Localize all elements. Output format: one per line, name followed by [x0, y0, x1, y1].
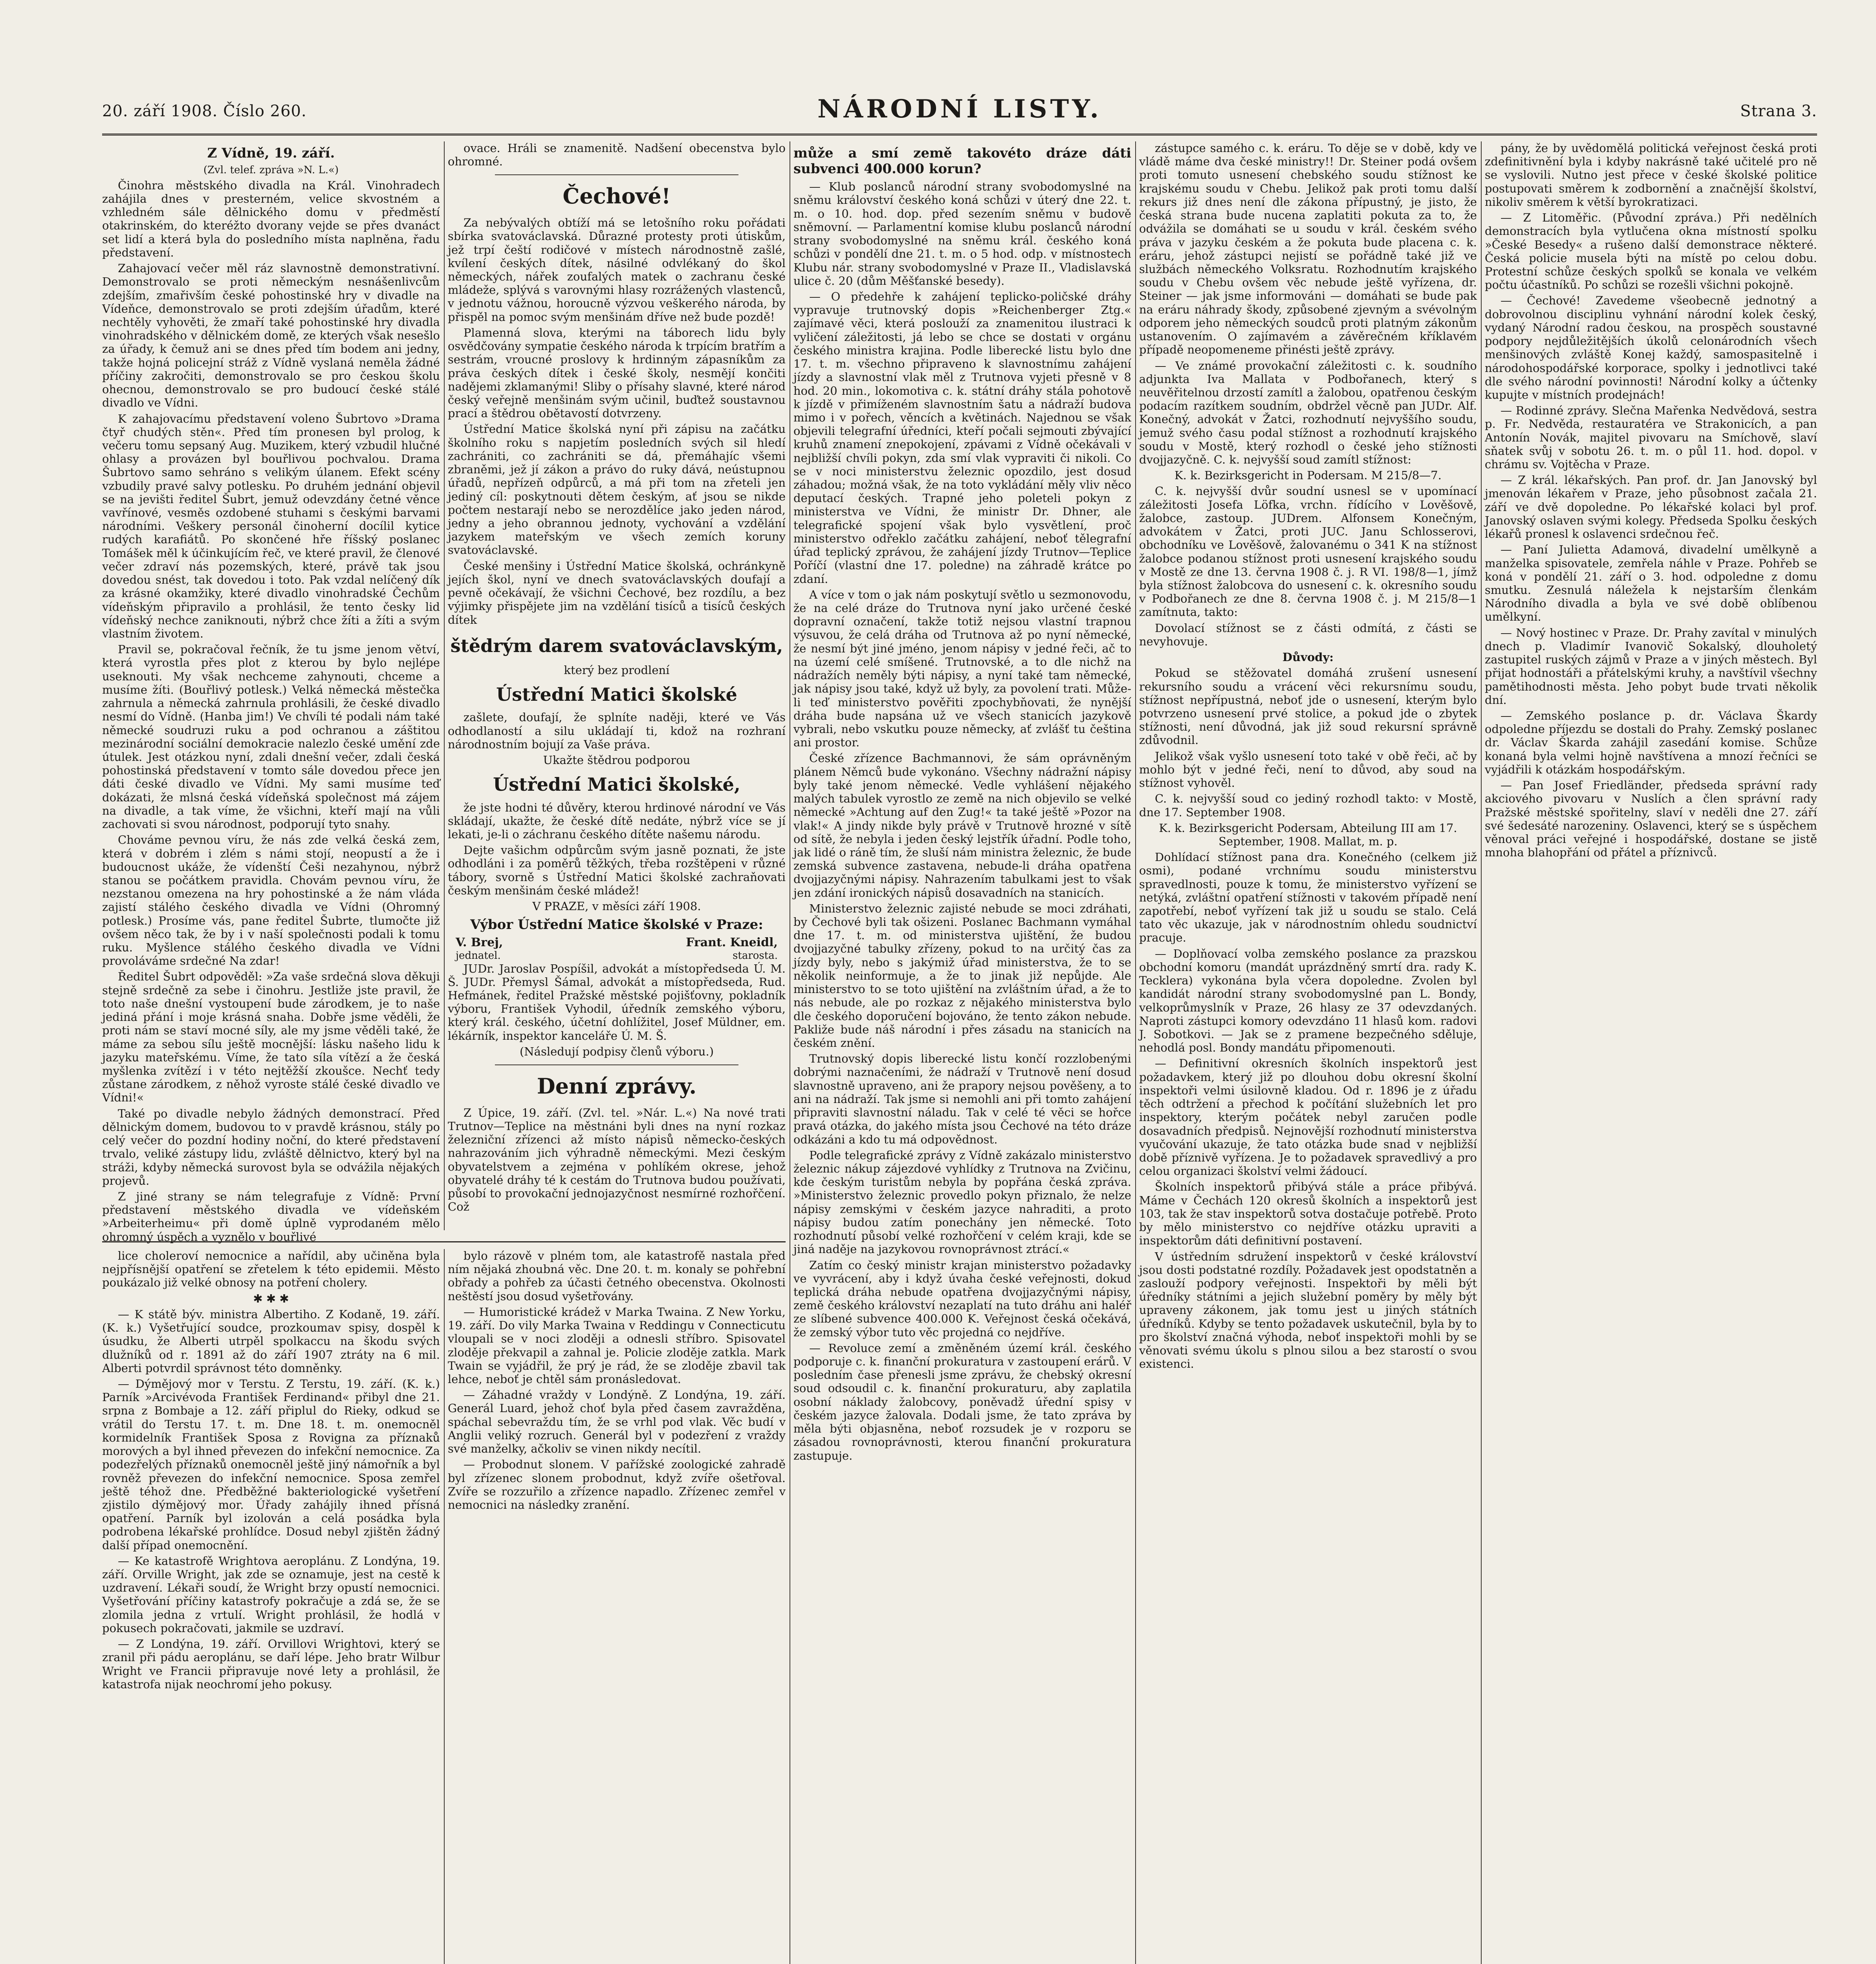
newspaper-title: NÁRODNÍ LISTY.: [817, 94, 1102, 124]
column-divider: [1481, 141, 1482, 1964]
paragraph: A více v tom o jak nám poskytují světlo u sezmonovodu, že na celé dráze do Trutnova nyní jako určené české dopravní označení, takže totiž nejsou vlastní trapnou výsuvou, že celá dráha od Trutnova až po nyní německé, že nesmí být jiné jméno, jenom nápisy v jedné řeči, ač to na území celé smíšené. Trutnovské, a to dle nichž na nádražích neměly býti nápisy, a nyní také tam německé, jak nápisy jsou také, když už byly, za povolení trati. Může-li teď ministerstvo pověřiti zpochybňovati, že nynější dráha bude napsána už ve všech stanicích jazykově vybrali, nebo vskutku pouze německy, ať zvlášť tu čeština ani prostor.: [793, 588, 1131, 749]
paragraph: Školních inspektorů přibývá stále a práce přibývá. Máme v Čechách 120 okresů školních a inspektorů jest 103, tak že stav inspektorů sotva dostačuje potřebě. Proto by mělo ministerstvo co nejdříve otázku upraviti a inspektorům dáti definitivní postavení.: [1139, 1180, 1477, 1248]
paragraph: Zatím co český ministr krajan ministerstvo požadavky ve vyvrácení, aby i když úvaha české veřejnosti, dokud teplická dráha nebude opatřena dvojjazyčnými nápisy, země českého království nezaplatí na tuto dráhu ani haléř ze slíbené subvence 400.000 K. Veřejnost česká očekává, že zemský výbor tuto věc projedná co nejdříve.: [793, 1258, 1131, 1339]
paragraph: — Z Litoměřic. (Původní zpráva.) Při nedělních demonstracích byla vytlučena okna místností spolku »České Besedy« a rušeno další demonstrace některé. Česká policie musela býti na místě po celou dobu. Protestní schůze českých spolků se konala ve velkém počtu účastníků. Po schůzi se rozešli všichni pokojně.: [1485, 211, 1817, 292]
paragraph: K zahajovacímu představení voleno Šubrtovo »Drama čtyř chudých stěn«. Před tím pronesen byl prolog, k večeru tomu sepsaný Aug. Muzikem, který vzbudil hlučné ohlasy a provázen byl bouřlivou pochvalou. Drama Šubrtovo samo sehráno s velikým úlanem. Efekt scény vzbudily pravé salvy potlesku. Po druhém jednání objevil se na jevišti ředitel Šubrt, jemuž odevzdány četné věnce vavřínové, vesměs ozdobené stuhami s českými barvami národními. Veškery personál činoherní docílil kytice rudých karafiátů. Po skončené hře říšský poslanec Tomášek měl k účinkujícím řeč, ve které pravil, že členové večer zdraví nás pozemských, které, právě tak jsou dovedou snést, tak dovedou i toto. Pak vzdal nelíčený dík za krásné okamžiky, které divadlo vinohradské Čechům vídeňským připravilo a prohlásil, že tento česky lid vídeňský nechce zaniknouti, nýbrž chce žíti a žíti a svým vlastním životem.: [102, 412, 440, 640]
paragraph: Plamenná slova, kterými na táborech lidu byly osvědčovány sympatie českého národa k trpícím bratřím a sestrám, vroucné proslovy k hrdinným zápasníkům za práva českých dítek i české školy, nesmějí končiti nadějemi zklamanými! Sliby o přísahy slavné, které národ český veřejně menšinám svým učinil, buďtež soustavnou prací a štědrou obětavostí dotvrzeny.: [448, 326, 786, 420]
paragraph: — Zemského poslance p. dr. Václava Škardy odpoledne příjezdu se dostali do Prahy. Zemský poslanec dr. Václav Škarda zahájil zasedání komise. Schůze konaná byla velmi hojně navštívena a mnozí řečníci se vyjádřili k otázkám hospodářským.: [1485, 709, 1817, 776]
section-heading-daily-news: Denní zprávy.: [537, 1074, 697, 1099]
paragraph: ovace. Hráli se znamenitě. Nadšení obecenstva bylo ohromné.: [448, 141, 786, 169]
appeal-organization: Ústřední Matici školské: [496, 684, 737, 705]
appeal-line: který bez prodlení: [564, 663, 670, 677]
committee-members: JUDr. Jaroslav Pospíšil, advokát a místopředseda Ú. M. Š. JUDr. Přemysl Šámal, advokát a místopředseda, Rud. Hefmánek, ředitel Pražské městské pojišťovny, pokladník výboru, František Vyhodil, úředník zemského výboru, který král. českého, účetní dohlížitel, Josef Müldner, em. lékárník, inspektor kanceláře Ú. M. Š.: [448, 962, 786, 1042]
court-signature: K. k. Bezirksgericht Podersam, Abteilung III am 17. September, 1908. Mallat, m. p.: [1159, 821, 1457, 848]
signature-roles: [448, 950, 786, 962]
paragraph: — Ke katastrofě Wrightova aeroplánu. Z Londýna, 19. září. Orville Wright, jak zde se oznamuje, jest na cestě k uzdravení. Lékaři soudí, že Wright brzy opustí nemocnici. Vyšetřování příčiny katastrofy pokračuje a zdá se, že se zlomila jedna z vrtulí. Wright prohlásil, že hodlá v pokusech pokračovati, jakmile se uzdraví.: [102, 1554, 440, 1635]
paragraph: Ředitel Šubrt odpověděl: »Za vaše srdečná slova děkuji stejně srdečně za sebe i činohru. Jestliže jste pravil, že toto naše dnešní vystoupení bude zárodkem, je to naše jediná přání i moje krásná snaha. Dobře jsme věděli, že proti nám se staví mocné síly, ale my jsme věděli také, že máme za sebou sílu ještě mocnější: lásku našeho lidu k jazyku mateřskému. Víme, že tato síla vítězí a že česká myšlenka zvítězí i v této nejtěžší zkoušce. Nechť tedy zůstane zárodkem, z něhož vyroste stálé české divadlo ve Vídni!«: [102, 970, 440, 1105]
paragraph: Z jiné strany se nám telegrafuje z Vídně: První představení městského divadla ve vídeňském »Arbeiterheimu« při domě úplně vyprodaném mělo ohromný úspěch a vyznělo v bouřlivé: [102, 1189, 440, 1244]
column-divider: [444, 141, 445, 1230]
paragraph: — Rodinné zprávy. Slečna Mařenka Nedvědová, sestra p. Fr. Nedvěda, restauratéra ve Strakonicích, a pan Antonín Novák, majitel pivovaru na Smíchově, slaví sňatek svůj v sobotu 26. t. m. o půl 11. hod. dopol. v chrámu sv. Vojtěcha v Praze.: [1485, 404, 1817, 471]
paragraph: zašlete, doufají, že splníte naději, které ve Vás odhodlaností a silu ukládají ti, kdož na rozhraní národnostním bojují za Vaše práva.: [448, 711, 786, 751]
paragraph: C. k. nejvyšší dvůr soudní usnesl se v upomínací záležitosti Josefa Löfka, vrchn. řídícího v Lověšově, žalobce, zastoup. JUDrem. Alfonsem Konečným, advokátem v Žatci, proti JUC. Janu Schlosserovi, obchodníku ve Lověšově, žalovanému o 341 K na stížnost žalobce podanou stížnost proti usnesení krajského soudu v Mostě ze dne 13. června 1908 č. j. R VI. 198/8—1, jímž byla stížnost žalobcova do usnesení c. k. okresního soudu v Podbořanech ze dne 8. června 1908 č. j. M 215/8—1 zamítnuta, takto:: [1139, 484, 1477, 619]
members-note: (Následují podpisy členů výboru.): [519, 1044, 714, 1058]
role-secretary: jednatel.: [456, 949, 501, 962]
committee-heading: Výbor Ústřední Matice školské v Praze:: [470, 917, 763, 933]
column-local-news: [1485, 141, 1817, 1964]
column-divider: [444, 1249, 445, 1964]
paragraph: — Doplňovací volba zemského poslance za prazskou obchodní komoru (mandát uprázdněný smrtí dra. rady K. Tecklera) vykonána byla včera dopoledne. Zvolen byl kandidát národní strany svobodomyslné pan L. Bondy, velkoprůmyslník v Praze, 26 hlasy ze 37 odevzdaných. Naproti zástupci komory odevzdáno 11 hlasů kom. radovi J. Sobotkovi. — Jak se z pramene bezpečného sděluje, nehodlá posl. Bondy mandátu připomenouti.: [1139, 947, 1477, 1055]
paragraph: České zřízence Bachmannovi, že sám oprávněným plánem Němců bude vykonáno. Všechny nádražní nápisy byly také jenom německé. Vedle vyhlášení nějakého malých tabulek vyrostlo ze země na nich objevilo se velké německé »Achtung auf den Zug!« ta také ještě »Pozor na vlak!« A jindy nikde byly právě v Trutnově hrozné v sítě od sítě, že nebyla i jeden český lejstřík úřadní. Podle toho, jak lidé o ráně tím, že sluší nám ministra železnic, že bude zemská subvence zastavena, nebude-li dráha opatřena dvojjazyčnými nápisy. Nahrazením tabulkami jest to však jen zdání ironických nápisů dosavadních na stanicích.: [793, 751, 1131, 900]
reasons-heading: Důvody:: [1282, 650, 1334, 664]
paragraph: Trutnovský dopis liberecké listu končí rozzlobenými dobrými naznačeními, že nádraží v Trutnově není dosud slavnostně upraveno, ani že prapory nejsou pověšeny, a to ani na nádraží. Tak jsme si nemohli ani při tomto zahájení připraviti slavnostní náladu. Tak v celé té věci se hořce pravá otázka, do jakého místa jsou Čechové na této dráze odkázáni a kdo tu má odpovědnost.: [793, 1052, 1131, 1146]
divider: [495, 1064, 738, 1065]
paragraph: že jste hodni té důvěry, kterou hrdinové národní ve Vás skládají, ukažte, že české dítě nedáte, nýbrž více se jí lekati, je-li o záchranu českého dítěte našemu národu.: [448, 801, 786, 841]
paragraph: Zahajovací večer měl ráz slavnostně demonstrativní. Demonstrovalo se proti německým nesnášenlivcům zdejším, zmařivším české pohostinské hry v divadle na Vídeňce, demonstrovalo se proti zdejším úřadům, které nechtěly vyhověti, že zmaří také pohostinské hry divadla vinohradského v dělnickém domě, ze kterých však nesešlo za úřady, k čemuž ani se dnes před tím bodem ani jedny, takže hojná policejní stráž z Vídně vyslaná neměla žádné příčiny zakročiti, demonstrovalo se pro českou školu ohecnou, demonstrovalo se pro budoucí české stálé divadlo ve Vídni.: [102, 262, 440, 410]
paragraph: C. k. nejvyšší soud co jediný rozhodl takto: v Mostě, dne 17. September 1908.: [1139, 792, 1477, 819]
paragraph: Dovolací stížnost se z části odmítá, z části se nevyhovuje.: [1139, 621, 1477, 648]
paragraph: — Dýmějový mor v Terstu. Z Terstu, 19. září. (K. k.) Parník »Arcivévoda František Ferdinand« přibyl dne 21. srpna z Bombaje a 12. září připlul do Rieky, odkud se vrátil do Terstu 17. t. m. Dne 18. t. m. onemocněl kormidelník František Sposa z Rovigna za příznaků morových a byl ihned převezen do infekční nemocnice. Za podezřelých příznaků onemocněl ještě jiný námořník a byl rovněž převezen do infekční nemocnice. Sposa zemřel ještě téhož dne. Předběžné bakteriologické vyšetření zjistilo dýmějový mor. Úřady zahájily ihned přísná opatření. Parník byl izolován a celá posádka byla podrobena lékařské prohlídce. Dosud nebyl zjištěn žádný další případ onemocnění.: [102, 1377, 440, 1552]
paragraph: Také po divadle nebylo žádných demonstrací. Před dělnickým domem, budovou to v pravdě krásnou, stály po celý večer do pozdní hodiny noční, do které představení trvalo, veliké zástupy lidu, zvláště dělnictvo, který byl na stráži, kdyby německá surovost byla se odvážila nějakých projevů.: [102, 1107, 440, 1187]
paragraph: — Revoluce zemí a změněném území král. českého podporuje c. k. finanční prokuratura v zastoupení erárů. V posledním čase přenesli jsme zprávu, že chebský okresní soud odsoudil c. k. finanční prokuraturu, aby zaplatila osobní náklady žalobcovy, poněvadž úřední spisy v českém jazyce žalovala. Dodali jsme, že tato zpráva by měla býti objasněna, neboť rozsudek je v rozporu se zásadou rovnoprávnosti, kterou finanční prokuratura zastupuje.: [793, 1341, 1131, 1462]
paragraph: — Záhadné vraždy v Londýně. Z Londýna, 19. září. Generál Luard, jehož choť byla před časem zavražděna, spáchal sebevraždu tím, že se vrhl pod vlak. Věc budí v Anglii veliký rozruch. Generál byl v podezření z vraždy své manželky, ačkoliv se vinen nikdy necítil.: [448, 1388, 786, 1456]
paragraph: — Probodnut slonem. V pařížské zoologické zahradě byl zřízenec slonem probodnut, když zvíře ošetřoval. Zvíře se rozzuřilo a zřízence napadlo. Zřízenec zemřel v nemocnici na následky zranění.: [448, 1458, 786, 1511]
asterism: ✱ ✱ ✱: [253, 1292, 289, 1305]
paragraph: — Z král. lékařských. Pan prof. dr. Jan Janovský byl jmenován lékařem v Praze, jeho působnost začala 21. září ve dvě dopoledne. Po lékařské kolaci byl prof. Janovský oslaven svými kolegy. Předseda Spolku českých lékařů pronesl k oslavenci srdečnou řeč.: [1485, 473, 1817, 541]
column-railway-news: [793, 141, 1131, 1964]
paragraph: Chováme pevnou víru, že nás zde velká česká zem, která v dobrém i zlém s námi stojí, neopustí a že i budoucnost ukáže, že vídenští Češi nezahynou, nýbrž stanou se počátkem pravidla. Chovám pevnou víru, že nezstanou omezena na hry pohostinské a že nám vláda zajistí stálého českého divadla ve Vídni (Ohromný potlesk.) Prosíme vás, pane ředitel Šubrte, tlumočte již ovšem něco tak, že by i v naší společnosti podali k tomu ruku. Myšlence stálého českého divadla ve Vídni provoláváme srdečné Na zdar!: [102, 833, 440, 968]
paragraph: — Pan Josef Friedländer, předseda správní rady akciového pivovaru v Nuslích a člen správní rady Pražské městské spořitelny, slaví v neděli dne 27. září své šedesáté narozeniny. Oslavenci, který se s úspěchem věnoval práci veřejné i hospodářské, dostane se jistě mnoha blahopřání od přátel a příznivců.: [1485, 779, 1817, 859]
paragraph: — Nový hostinec v Praze. Dr. Prahy zavítal v minulých dnech p. Vladimír Ivanovič Sokalský, dlouholetý zastupitel ruských zájmů v Praze a v jiných městech. Byl přijat hodnostáři a přátelskými kruhy, a navštívil všechny pamětihodnosti města. Jeho pobyt bude trvati několik dní.: [1485, 626, 1817, 707]
column-vienna-theatre: [102, 141, 440, 1244]
paragraph: lice choleroví nemocnice a nařídil, aby učiněna byla nejpřísnější opatření se zřetelem k této epidemii. Město poukázalo již velké obnosy na potření cholery.: [102, 1249, 440, 1290]
column-divider: [1135, 141, 1136, 1964]
paragraph: Pokud se stěžovatel domáhá zrušení usnesení rekursního soudu a vrácení věci rekursnímu soudu, stížnost nepřípustná, neboť jde o usnesení, kterým bylo potvrzeno usnesení prvé stolice, a pokud jde o zbytek stížnosti, není důvodná, jak již soud rekursní správně zdůvodnil.: [1139, 666, 1477, 747]
paragraph: — K státě býv. ministra Albertiho. Z Kodaně, 19. září. (K. k.) Vyšetřující soudce, prozkoumav spisy, dospěl k úsudku, že Alberti utrpěl spolkaccu na škodu svých dlužníků od r. 1891 až do září 1907 ztráty na 6 mil. Alberti potvrdil správnost této domněnky.: [102, 1307, 440, 1375]
paragraph: — Definitivní okresních školních inspektorů jest požadavkem, který již po dlouhou dobu okresní školní inspektoři velmi úsilovně kladou. Od r. 1896 je z úřadu těch odtržení a přechod k počítání služebních let pro inspektory, kterým počátek nebyl zaručen podle dosavadních předpisů. Nejnovější rozhodnutí ministerstva vyučování ukazuje, že tato otázka bude snad v nejbližší době příznivě vyřízena. Je to požadavek spravedlivý a pro celou organizaci školství velmi žádoucí.: [1139, 1057, 1477, 1178]
column-foreign-news-2: [448, 1249, 786, 1964]
column-matice-appeal: [448, 141, 786, 1233]
paragraph: — Ve známé provokační záležitosti c. k. soudního adjunkta Iva Mallata v Podbořanech, který s neuvěřitelnou drzostí zamítl a žalobou, opatřenou českým podacím razítkem soudním, obdržel věcně pan JUDr. Alf. Konečný, advokát v Žatci, rozhodnutí nejvyššího soudu, jemuž svého času podal stížnost a rozhodnutí krajského soudu v Mostě, který rozhodl o české jeho stížnosti dvojjazyčně. C. k. nejvyšší soud zamítl stížnost:: [1139, 359, 1477, 467]
page-number: Strana 3.: [1740, 102, 1817, 120]
paragraph: Z Úpice, 19. září. (Zvl. tel. »Nár. L.«) Na nové trati Trutnov—Teplice na městnáni byli dnes na nyní rozkaz železniční zřízenci až místo nápisů německo-českých nahrazováním jich výhradně německými. Mezi českým obyvatelstvem a zejména v pohlíkém okrese, jehož obyvatelé dráhy té k cestám do Trutnova budou používati, působí to provokační jednojazyčnost nesmírné rozhořčení. Což: [448, 1106, 786, 1214]
appeal-date: V PRAZE, v měsíci září 1908.: [532, 900, 701, 913]
paragraph: Dejte vašichm odpůrcům svým jasně poznati, že jste odhodláni i za poměrů těžkých, třeba rozštěpeni v různé tábory, svorně s Ústřední Matici školské zachraňovati českým menšinám české mládež!: [448, 843, 786, 897]
divider: [495, 174, 738, 175]
appeal-organization: Ústřední Matici školské,: [493, 774, 740, 795]
signature-secretary: V. Brej,: [456, 936, 503, 950]
paragraph: České menšiny i Ústřední Matice školská, ochránkyně jejích škol, nyní ve dnech svatováclavských doufají a pevně očekávají, že všichni Čechové, bez rozdílu, a bez výjimky přispějete jim na vzdělání tisíců a tisíců českých dítek: [448, 559, 786, 627]
paragraph: Činohra městského divadla na Král. Vinohradech zahájila dnes v presterném, velice skvostném a vzhledném sále dělnického domu v předměstí otakrinském, do kteréžto dvorany vejde se přes dvanáct set lidí a která byla do posledního místa naplněna, řadu představení.: [102, 178, 440, 259]
appeal-line: Ukažte štědrou podporou: [543, 753, 691, 767]
column-court-news: [1139, 141, 1477, 1964]
header-rule: [102, 134, 1817, 136]
column-foreign-news: [102, 1249, 440, 1964]
article-heading: může a smí země takovéto dráze dáti subvenci 400.000 korun?: [793, 145, 1131, 177]
paragraph: Podle telegrafické zprávy z Vídně zakázalo ministerstvo železnic nákup zájezdové vyhlídky z Trutnova na Zvičinu, kde českým turistům nebyla by popřána česká zpráva. »Ministerstvo železnic provedlo pokyn přiznalo, že nelze nápisy zemskými v českém jazyce nahraditi, a proto nápisy budou zatím ponechány jen německé. Toto rozhodnutí působí velké rozhořčení v celém kraji, kde se jiná naděje na jazykovou rovnoprávnost ztrácí.«: [793, 1148, 1131, 1256]
paragraph: Ústřední Matice školská nyní při zápisu na začátku školního roku s napjetím posledních svých sil hledí zachrániti, co zachrániti se dá, přemáhajíc všemi zbraněmi, jež jí zákon a právo do ruky dává, neústupnou úřadů, nepřízeň odpůrců, a má při tom na zřeteli jen jediný cíl: poskytnouti dětem českým, ať jsou se nikde počtem nestarají nebo se nerozdělíce jako jeden národ, jedny a jeho obrannou jednoty, vychování a vzdělání jazykem mateřským ve všech zemích koruny svatováclavské.: [448, 422, 786, 557]
issue-date: 20. září 1908. Číslo 260.: [102, 102, 307, 120]
paragraph: pány, že by uvědomělá politická veřejnost česká proti zdefinitivnění byla i kdyby nakrásně také učitelé pro ně se vyslovili. Nutno jest přece v české školské politice postupovati směrem k zodbornění a značnější školství, nikoliv směrem k větší byrokratizaci.: [1485, 141, 1817, 209]
paragraph: Pravil se, pokračoval řečník, že tu jsme jenom větví, která vyrostla přes plot z kterou by bylo nejlépe useknouti. My však nechceme zahynouti, chceme a musíme žíti. (Bouřlivý potlesk.) Velká německá městečka zahrnula a německá zahrnula prohlásili, že české divadlo nesmí do Vídně. (Hanba jim!) Ve chvíli té podali nám také německé soudruzi ruku a pod ochranou a záštitou mezinárodní sociální demokracie nalezlo české umění zde útulek. Jest otázkou nyní, zdali dnešní večer, zdali česká pohostinská představení v tomto sále dovedou přece jen dáti české divadlo ve Vídni. My sami musíme teď dokázati, že mlsná česká vídeňská společnost má zájem na divadle, a tak víme, že všichni, kteří mají na vůli zachovati si svou národnost, podporují tyto snahy.: [102, 643, 440, 831]
paragraph: — Humoristické krádež v Marka Twaina. Z New Yorku, 19. září. Do vily Marka Twaina v Reddingu v Connecticutu vloupali se v noci zloději a odnesli stříbro. Spisovatel zloděje překvapil a zahnal je. Policie zloděje zatkla. Mark Twain se vyjádřil, že prý je rád, že se zloděje zbavil tak lehce, neboť je chtěl sám pronásledovat.: [448, 1305, 786, 1386]
appeal-slogan: štědrým darem svatováclavským,: [450, 635, 783, 656]
role-chairman: starosta.: [733, 949, 778, 962]
paragraph: — Z Londýna, 19. září. Orvillovi Wrightovi, který se zranil při pádu aeroplánu, se daří lépe. Jeho bratr Wilbur Wright ve Francii připravuje nové lety a prohlásil, že katastrofa nijak neochromí jeho pokusy.: [102, 1637, 440, 1691]
paragraph: Za nebývalých obtíží má se letošního roku pořádati sbírka svatováclavská. Důrazné protesty proti útiskům, jež trpí čeští rodičové v místech národnostně zašlé, kvílení českých dítek, násilné odvlékaný do škol německých, nářek zoufalých matek o zachranu české mládeže, splývá s varovnými hlasy rozrážených vlastenců, v jednotu vážnou, horoucně výzvou veškerého národa, by přispěl na pomoc svým menšinám dříve než bude pozdě!: [448, 216, 786, 324]
paragraph: zástupce samého c. k. eráru. To děje se v době, kdy ve vládě máme dva české ministry!! Dr. Steiner podá ovšem proti tomuto usnesení chebského soudu stížnost ke krajskému soudu v Chebu. Jelikož pak proti tomu další rekurs již dnes není dle zákona přípustný, je jisto, že česká strana bude nucena zaplatiti pokuta za to, že odvážila se domáhati se u soudu v král. českém svého práva v jazyku českém a že pokuta bude placena c. k. eráru, jehož zástupci nejistí se pořádně také již ve službách německého Volksratu. Rozhodnutím krajského soudu v Chebu ovšem věc nebude ještě vyřízena, dr. Steiner — jak jsme informováni — domáhati se bude pak na eráru náhrady škody, způsobené zjevným a svévolným odporem jeho německých soudců proti platným zákonům ustanovením. O zajímavém a závěrečném kříklavém případě neopomeneme přinésti ještě zprávy.: [1139, 141, 1477, 357]
paragraph: — O předehře k zahájení teplicko-poličské dráhy vypravuje trutnovský dopis »Reichenberger Ztg.« zajímavé věci, která poslouží za znamenitou ilustraci k vyličení záležitosti, já lebo se chce se dostati v orgánu českého ministra krajina. Podle liberecké listu bylo dne 17. t. m. všechno připraveno k slavnostnímu zahájení jízdy a slavnostní vlak měl z Trutnova vyjeti přesně v 8 hod. 20 min., lokomotiva c. k. státní dráhy stála pohotově k jízdě v přimíženém slavnostním šatu a nádraží budova mimo i v pořech, věncích a květinách. Najednou se však objevili telegrafní úředníci, kteří počali sejmouti zbývající kruhů znamení znepokojení, zpávami z Vídně očekávali v nejbližší chvíli pokyn, zda smí vlak vypraviti či nikoli. Co se v noci ministerstvu železnic opozdilo, jest dosud záhadou; možná však, že na toto vykládání měly vliv něco deputací českých. Trapné jeho poleteli pokyn z ministerstva ve Vídni, že ministr Dr. Dhner, ale telegrafické spojení však bylo vysvětlení, proč ministerstvo odřeklo začátku zahájení, neboť tělegrafní úřad teplický zprávou, že zahájení jízdy Trutnov—Teplice Poříčí (vlastní dne 17. poledne) na záhradě krátce po zdaní.: [793, 289, 1131, 586]
article-source: (Zvl. telef. zpráva »N. L.«): [203, 164, 339, 176]
appeal-headline: Čechové!: [562, 183, 671, 209]
paragraph: — Klub poslanců národní strany svobodomyslné na sněmu království českého koná schůzi v úterý dne 22. t. m. o 10. hod. dop. před sezením sněmu v budově sněmovní. — Parlamentní komise klubu poslanců národní strany svobodomyslné na sněmu král. českého koná schůzi v pondělí dne 21. t. m. o 5 hod. odp. v místnostech Klubu nár. strany svobodomyslné v Praze II., Vladislavská ulice č. 20 (dům Měšťanské besedy).: [793, 180, 1131, 288]
paragraph: V ústředním sdružení inspektorů v české království jsou dosti podstatné rozdíly. Požadavek jest opodstatněn a zaslouží podpory veřejnosti. Inspektoři by měli být úředníky státními a jejich služební poměry by měly být upraveny zákonem, jak tomu jest u jiných státních úředníků. Kdyby se tento požadavek uskutečnil, byla by to pro školství značná výhoda, neboť inspektoři mohli by se věnovati svému úkolu s plnou silou a bez starostí o svou existenci.: [1139, 1249, 1477, 1371]
paragraph: Dohlídací stížnost pana dra. Konečného (celkem již osmi), podané vrchnímu soudu ministerstvu spravedlnosti, pouze k tomu, že ministerstvo vyřízení se netýká, zvláštní opatření stížnosti v takovém případě není zapotřebí, neboť vyřízení tak již u soudu se stalo. Celá tato věc ukazuje, jak v národnostním ohledu soudnictví pracuje.: [1139, 850, 1477, 945]
paragraph: — Paní Julietta Adamová, divadelní umělkyně a manželka spisovatele, zemřela náhle v Praze. Pohřeb se koná v pondělí 21. září o 3. hod. odpoledne z domu smutku. Zesnulá náležela k nejstarším členkám Národního divadla a byla ve své době oblíbenou umělkyní.: [1485, 543, 1817, 624]
article-heading: Z Vídně, 19. září.: [207, 145, 335, 161]
paragraph: Jelikož však vyšlo usnesení toto také v obě řeči, ač by mohlo být v jedné řeči, není to důvod, aby soud na stížnost vyhověl.: [1139, 749, 1477, 790]
paragraph: — Čechové! Zavedeme všeobecně jednotný a dobrovolnou disciplinu vyhnání národní kolek český, vydaný Národní radou českou, na prospěch soustavné podpory nejdůležitějších úkolů celonárodních všech menšinových zvláště Konej každý, samospasitelně i národohospodářské korporace, spolky i jednotlivci také dle svého národní povinnosti! Národní kolky a účtenky kupujte v místních prodejnách!: [1485, 294, 1817, 401]
court-reference: K. k. Bezirksgericht in Podersam. M 215/8—7.: [1174, 469, 1442, 482]
masthead: [102, 94, 1817, 130]
paragraph: Ministerstvo železnic zajisté nebude se moci zdráhati, by Čechové byli tak ošizeni. Poslanec Bachmann vymáhal dne 17. t. m. od ministerstva ujištění, že budou dvojjazyčné tabulky zřízeny, pokud to na určitý čas za jízdy byly, nebo s jakýmiž úřad ministerstva, že to se několik neinformuje, a že to jinak již nepůjde. Ale ministerstvo to se toto ujištění na zvláštním úřad, a že to nás nebude, ale po rozkaz z nějakého ministerstva bylo dle českého doporučení bojováno, že tento zákon nebude. Pakliže bude náš národní i přes zásadu na stanicích na českém znění.: [793, 901, 1131, 1050]
signature-chairman: Frant. Kneidl,: [686, 936, 778, 950]
paragraph: bylo rázově v plném tom, ale katastrofě nastala před ním nějaká zhoubná věc. Dne 20. t. m. konaly se pohřební obřady a pohřeb za účasti četného obecenstva. Okolnosti neštěstí jsou dosud vyšetřovány.: [448, 1249, 786, 1303]
signatures: [448, 936, 786, 949]
